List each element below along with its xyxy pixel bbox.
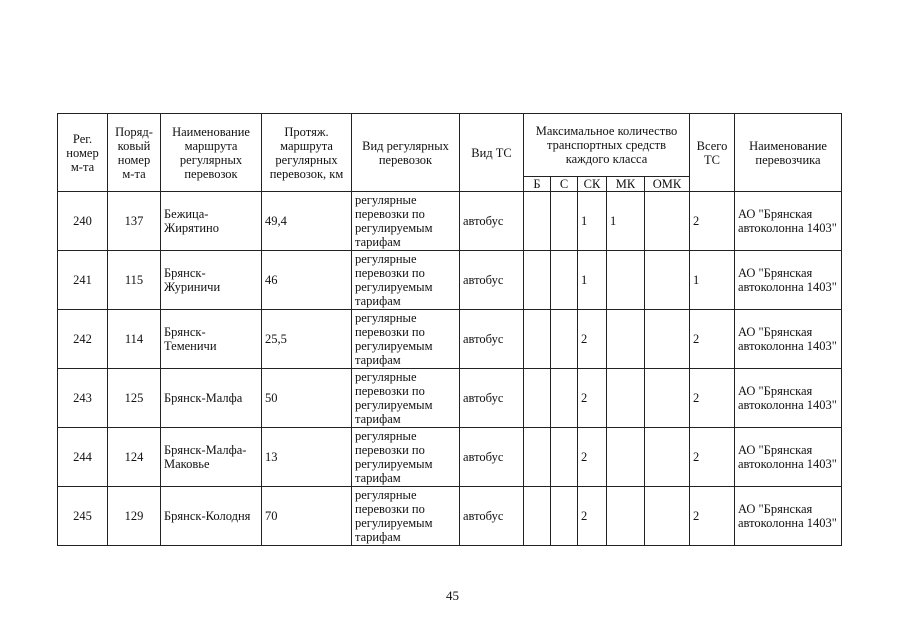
cell-order: 125 bbox=[108, 369, 161, 428]
cell-class-sk: 2 bbox=[578, 369, 607, 428]
cell-carrier: АО "Брянская автоколонна 1403" bbox=[735, 428, 842, 487]
cell-class-s bbox=[551, 251, 578, 310]
header-total-vehicles: Всего ТС bbox=[690, 114, 735, 192]
cell-order: 115 bbox=[108, 251, 161, 310]
cell-class-mk bbox=[607, 428, 645, 487]
cell-route-name: Брянск-Малфа bbox=[161, 369, 262, 428]
cell-class-mk bbox=[607, 487, 645, 546]
cell-vehicle-type: автобус bbox=[460, 369, 524, 428]
cell-order: 137 bbox=[108, 192, 161, 251]
cell-transport-type: регулярные перевозки по регулируемым тарифам bbox=[352, 310, 460, 369]
cell-vehicle-type: автобус bbox=[460, 251, 524, 310]
cell-total: 2 bbox=[690, 369, 735, 428]
cell-reg: 244 bbox=[58, 428, 108, 487]
cell-carrier: АО "Брянская автоколонна 1403" bbox=[735, 192, 842, 251]
cell-reg: 243 bbox=[58, 369, 108, 428]
header-order-number: Поряд-ковый номер м-та bbox=[108, 114, 161, 192]
cell-class-b bbox=[524, 487, 551, 546]
cell-transport-type: регулярные перевозки по регулируемым тарифам bbox=[352, 192, 460, 251]
cell-total: 1 bbox=[690, 251, 735, 310]
cell-total: 2 bbox=[690, 310, 735, 369]
cell-carrier: АО "Брянская автоколонна 1403" bbox=[735, 251, 842, 310]
cell-class-sk: 1 bbox=[578, 192, 607, 251]
cell-class-omk bbox=[645, 428, 690, 487]
routes-table bbox=[57, 113, 842, 546]
header-carrier: Наименование перевозчика bbox=[735, 114, 842, 192]
header-reg-number: Рег. номер м-та bbox=[58, 114, 108, 192]
cell-class-sk: 2 bbox=[578, 428, 607, 487]
cell-reg: 245 bbox=[58, 487, 108, 546]
table-row bbox=[58, 192, 842, 251]
cell-class-sk: 1 bbox=[578, 251, 607, 310]
cell-length: 13 bbox=[262, 428, 352, 487]
table-row bbox=[58, 487, 842, 546]
cell-length: 50 bbox=[262, 369, 352, 428]
cell-class-s bbox=[551, 192, 578, 251]
cell-class-s bbox=[551, 487, 578, 546]
cell-total: 2 bbox=[690, 487, 735, 546]
header-class-b: Б bbox=[524, 177, 551, 192]
table-row bbox=[58, 251, 842, 310]
cell-class-sk: 2 bbox=[578, 487, 607, 546]
table-row bbox=[58, 310, 842, 369]
header-vehicle-type: Вид ТС bbox=[460, 114, 524, 192]
header-route-length: Протяж. маршрута регулярных перевозок, км bbox=[262, 114, 352, 192]
table-row bbox=[58, 369, 842, 428]
cell-order: 124 bbox=[108, 428, 161, 487]
cell-class-omk bbox=[645, 487, 690, 546]
cell-reg: 242 bbox=[58, 310, 108, 369]
cell-class-omk bbox=[645, 192, 690, 251]
cell-route-name: Бежица-Жирятино bbox=[161, 192, 262, 251]
cell-carrier: АО "Брянская автоколонна 1403" bbox=[735, 369, 842, 428]
cell-length: 49,4 bbox=[262, 192, 352, 251]
cell-class-b bbox=[524, 428, 551, 487]
cell-order: 129 bbox=[108, 487, 161, 546]
cell-transport-type: регулярные перевозки по регулируемым тарифам bbox=[352, 369, 460, 428]
cell-transport-type: регулярные перевозки по регулируемым тарифам bbox=[352, 428, 460, 487]
cell-class-omk bbox=[645, 369, 690, 428]
cell-total: 2 bbox=[690, 428, 735, 487]
cell-reg: 241 bbox=[58, 251, 108, 310]
cell-order: 114 bbox=[108, 310, 161, 369]
cell-class-b bbox=[524, 369, 551, 428]
cell-class-s bbox=[551, 369, 578, 428]
cell-route-name: Брянск-Малфа-Маковье bbox=[161, 428, 262, 487]
cell-class-b bbox=[524, 251, 551, 310]
cell-vehicle-type: автобус bbox=[460, 487, 524, 546]
header-transport-type: Вид регулярных перевозок bbox=[352, 114, 460, 192]
cell-class-s bbox=[551, 428, 578, 487]
cell-class-mk bbox=[607, 369, 645, 428]
cell-length: 46 bbox=[262, 251, 352, 310]
cell-class-b bbox=[524, 192, 551, 251]
header-class-mk: МК bbox=[607, 177, 645, 192]
page-number: 45 bbox=[446, 588, 459, 603]
cell-class-s bbox=[551, 310, 578, 369]
cell-route-name: Брянск-Колодня bbox=[161, 487, 262, 546]
header-class-sk: СК bbox=[578, 177, 607, 192]
cell-route-name: Брянск-Теменичи bbox=[161, 310, 262, 369]
header-class-omk: ОМК bbox=[645, 177, 690, 192]
cell-route-name: Брянск-Журиничи bbox=[161, 251, 262, 310]
cell-vehicle-type: автобус bbox=[460, 192, 524, 251]
cell-length: 70 bbox=[262, 487, 352, 546]
cell-class-mk bbox=[607, 310, 645, 369]
cell-class-sk: 2 bbox=[578, 310, 607, 369]
cell-class-mk: 1 bbox=[607, 192, 645, 251]
cell-transport-type: регулярные перевозки по регулируемым тарифам bbox=[352, 251, 460, 310]
cell-total: 2 bbox=[690, 192, 735, 251]
cell-vehicle-type: автобус bbox=[460, 310, 524, 369]
cell-carrier: АО "Брянская автоколонна 1403" bbox=[735, 310, 842, 369]
cell-class-mk bbox=[607, 251, 645, 310]
header-max-vehicles: Максимальное количество транспортных средств каждого класса bbox=[524, 114, 690, 177]
cell-vehicle-type: автобус bbox=[460, 428, 524, 487]
cell-reg: 240 bbox=[58, 192, 108, 251]
cell-length: 25,5 bbox=[262, 310, 352, 369]
header-class-s: С bbox=[551, 177, 578, 192]
header-route-name: Наименование маршрута регулярных перевозок bbox=[161, 114, 262, 192]
cell-class-omk bbox=[645, 310, 690, 369]
cell-transport-type: регулярные перевозки по регулируемым тарифам bbox=[352, 487, 460, 546]
cell-carrier: АО "Брянская автоколонна 1403" bbox=[735, 487, 842, 546]
cell-class-b bbox=[524, 310, 551, 369]
table-row bbox=[58, 428, 842, 487]
cell-class-omk bbox=[645, 251, 690, 310]
